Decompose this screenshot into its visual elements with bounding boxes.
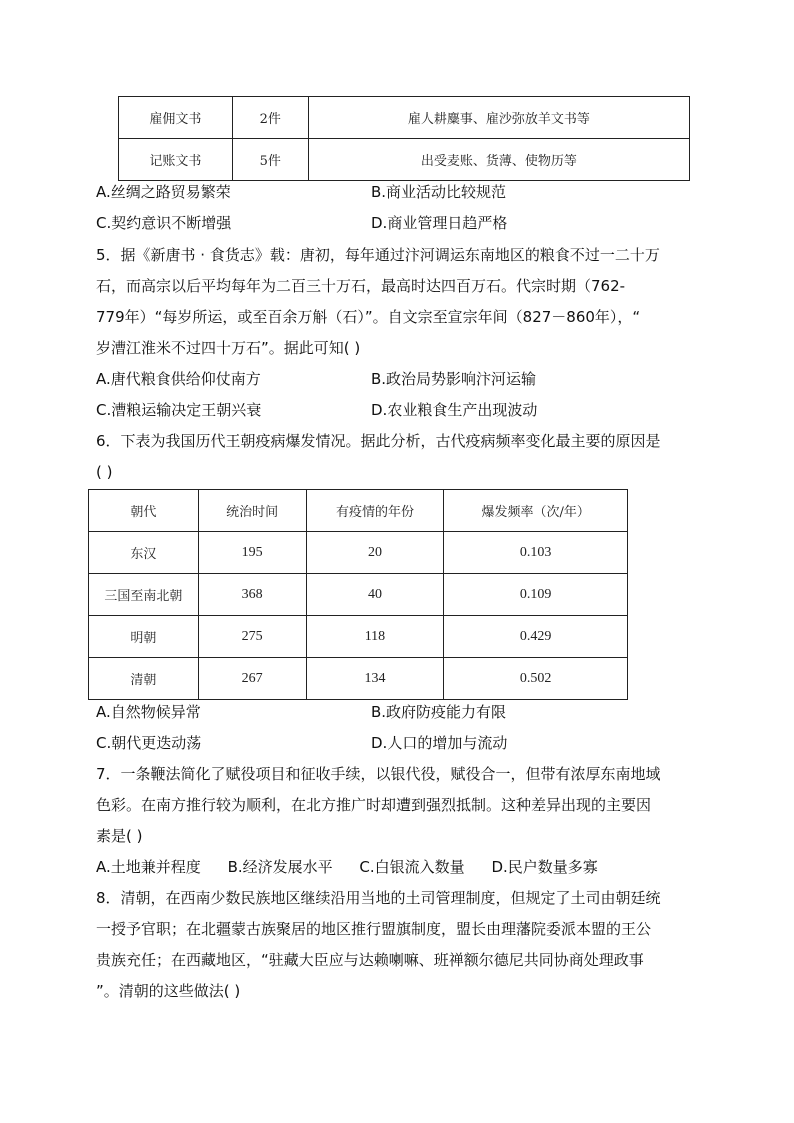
q4-option-c: C.契约意识不断增强	[96, 214, 232, 232]
rule-years-cell: 368	[198, 574, 306, 616]
rule-years-cell: 275	[198, 616, 306, 658]
column-header: 朝代	[89, 490, 199, 532]
table-cell: 5件	[232, 139, 308, 181]
frequency-cell: 0.429	[444, 616, 628, 658]
table-header-row	[89, 490, 628, 532]
q6-stem-line: 6．下表为我国历代王朝疫病爆发情况。据此分析，古代疫病频率变化最主要的原因是	[96, 432, 661, 450]
q7-options-row	[96, 857, 706, 877]
dynasty-cell: 三国至南北朝	[89, 574, 199, 616]
q5-stem-line: 石，而高宗以后平均每年为二百三十万石，最高时达四百万石。代宗时期（762-	[96, 277, 626, 295]
rule-years-cell: 195	[198, 532, 306, 574]
q6-option-c: C.朝代更迭动荡	[96, 734, 202, 752]
column-header: 有疫情的年份	[306, 490, 444, 532]
q7-stem-line: 素是( )	[96, 827, 143, 845]
table-row	[89, 532, 628, 574]
q5-stem-line: 779年）“每岁所运，或至百余万斛（石）”。自文宗至宣宗年间（827－860年），“	[96, 308, 641, 326]
q7-option-a: A.土地兼并程度	[96, 858, 201, 876]
epidemic-years-cell: 118	[306, 616, 444, 658]
table-cell: 雇佣文书	[119, 97, 233, 139]
dynasty-cell: 东汉	[89, 532, 199, 574]
document-type-table	[118, 96, 690, 181]
table-cell: 2件	[232, 97, 308, 139]
rule-years-cell: 267	[198, 658, 306, 700]
q6-option-a: A.自然物候异常	[96, 703, 201, 721]
frequency-cell: 0.109	[444, 574, 628, 616]
q7-option-c: C.白银流入数量	[359, 858, 465, 876]
table-cell: 记账文书	[119, 139, 233, 181]
epidemic-table	[88, 489, 628, 700]
table-row	[89, 616, 628, 658]
dynasty-cell: 明朝	[89, 616, 199, 658]
q6-stem-line: ( )	[96, 463, 113, 481]
q7-option-d: D.民户数量多寡	[491, 858, 598, 876]
column-header: 统治时间	[198, 490, 306, 532]
table-row	[89, 574, 628, 616]
frequency-cell: 0.502	[444, 658, 628, 700]
q8-stem-line: 贵族充任；在西藏地区，“驻藏大臣应与达赖喇嘛、班禅额尔德尼共同协商处理政事	[96, 951, 644, 969]
table-row	[119, 139, 690, 181]
q6-option-b: B.政府防疫能力有限	[371, 703, 507, 721]
q5-stem-line: 5．据《新唐书 · 食货志》载：唐初，每年通过汴河调运东南地区的粮食不过一二十万	[96, 246, 660, 264]
q5-option-c: C.漕粮运输决定王朝兴衰	[96, 401, 262, 419]
epidemic-years-cell: 20	[306, 532, 444, 574]
q8-stem-line: 一授予官职；在北疆蒙古族聚居的地区推行盟旗制度，盟长由理藩院委派本盟的王公	[96, 920, 652, 938]
epidemic-years-cell: 134	[306, 658, 444, 700]
table-cell: 雇人耕麋事、雇沙弥放羊文书等	[308, 97, 689, 139]
table-row	[119, 97, 690, 139]
q6-option-d: D.人口的增加与流动	[371, 734, 508, 752]
table-row	[89, 658, 628, 700]
q8-stem-line: ”。清朝的这些做法( )	[96, 982, 241, 1000]
q4-option-b: B.商业活动比较规范	[371, 183, 507, 201]
q4-option-a: A.丝绸之路贸易繁荣	[96, 183, 231, 201]
q7-option-b: B.经济发展水平	[227, 858, 333, 876]
q8-stem-line: 8．清朝，在西南少数民族地区继续沿用当地的土司管理制度，但规定了土司由朝廷统	[96, 889, 661, 907]
q5-option-b: B.政治局势影响汴河运输	[371, 370, 537, 388]
column-header: 爆发频率（次/年）	[444, 490, 628, 532]
q4-option-d: D.商业管理日趋严格	[371, 214, 508, 232]
q7-stem-line: 色彩。在南方推行较为顺利，在北方推广时却遭到强烈抵制。这种差异出现的主要因	[96, 796, 652, 814]
q5-option-a: A.唐代粮食供给仰仗南方	[96, 370, 261, 388]
q7-stem-line: 7．一条鞭法简化了赋役项目和征收手续，以银代役，赋役合一，但带有浓厚东南地域	[96, 765, 661, 783]
frequency-cell: 0.103	[444, 532, 628, 574]
epidemic-years-cell: 40	[306, 574, 444, 616]
q5-stem-line: 岁漕江淮米不过四十万石”。据此可知( )	[96, 339, 361, 357]
q5-option-d: D.农业粮食生产出现波动	[371, 401, 538, 419]
dynasty-cell: 清朝	[89, 658, 199, 700]
table-cell: 出受麦账、货薄、使物历等	[308, 139, 689, 181]
